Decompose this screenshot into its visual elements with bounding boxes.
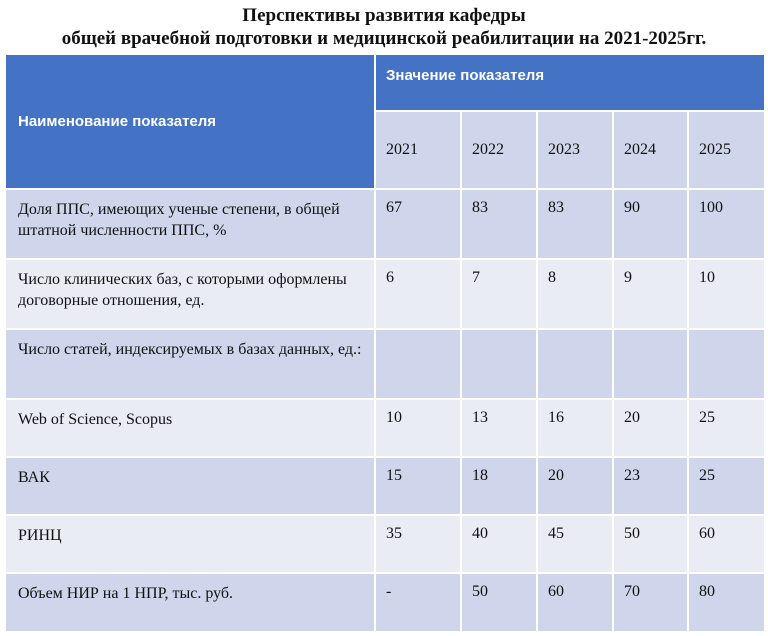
table-row [5,515,765,573]
indicator-name: РИНЦ [5,515,375,573]
value-cell: 6 [375,259,461,329]
indicators-table [4,53,766,633]
value-cell: 9 [613,259,688,329]
table-row [5,399,765,457]
indicator-name: ВАК [5,457,375,515]
value-cell: 13 [461,399,537,457]
value-cell: 20 [613,399,688,457]
header-row [5,54,765,111]
value-cell [537,329,613,399]
indicator-name: Доля ППС, имеющих ученые степени, в общей штатной численности ППС, % [5,189,375,259]
table-row [5,573,765,632]
value-cell: 16 [537,399,613,457]
value-cell: 23 [613,457,688,515]
year-cell: 2023 [537,111,613,189]
value-cell: 8 [537,259,613,329]
value-cell: 18 [461,457,537,515]
value-cell [613,329,688,399]
indicator-name: Web of Science, Scopus [5,399,375,457]
value-cell: 15 [375,457,461,515]
value-cell: 60 [688,515,765,573]
title-line-2: общей врачебной подготовки и медицинской реабилитации на 2021-2025гг. [61,28,707,49]
page-title [0,4,768,50]
value-cell: 25 [688,457,765,515]
value-cell: 80 [688,573,765,632]
indicator-name: Число клинических баз, с которыми оформлены договорные отношения, ед. [5,259,375,329]
header-indicator-name: Наименование показателя [5,54,375,189]
value-cell: 67 [375,189,461,259]
year-cell: 2022 [461,111,537,189]
value-cell: 35 [375,515,461,573]
value-cell: 10 [688,259,765,329]
year-cell: 2025 [688,111,765,189]
year-cell: 2024 [613,111,688,189]
value-cell [688,329,765,399]
value-cell [461,329,537,399]
value-cell [375,329,461,399]
value-cell: 83 [537,189,613,259]
value-cell: 20 [537,457,613,515]
value-cell: 83 [461,189,537,259]
table-row [5,457,765,515]
value-cell: 10 [375,399,461,457]
value-cell: 50 [461,573,537,632]
value-cell: 90 [613,189,688,259]
value-cell: 100 [688,189,765,259]
value-cell: 45 [537,515,613,573]
table-row [5,189,765,259]
header-indicator-value: Значение показателя [375,54,765,111]
title-line-1: Перспективы развития кафедры [242,5,526,26]
value-cell: - [375,573,461,632]
indicator-name: Объем НИР на 1 НПР, тыс. руб. [5,573,375,632]
value-cell: 40 [461,515,537,573]
value-cell: 50 [613,515,688,573]
value-cell: 7 [461,259,537,329]
table-row [5,329,765,399]
value-cell: 25 [688,399,765,457]
value-cell: 60 [537,573,613,632]
year-cell: 2021 [375,111,461,189]
indicator-name: Число статей, индексируемых в базах данных, ед.: [5,329,375,399]
table-row [5,259,765,329]
value-cell: 70 [613,573,688,632]
